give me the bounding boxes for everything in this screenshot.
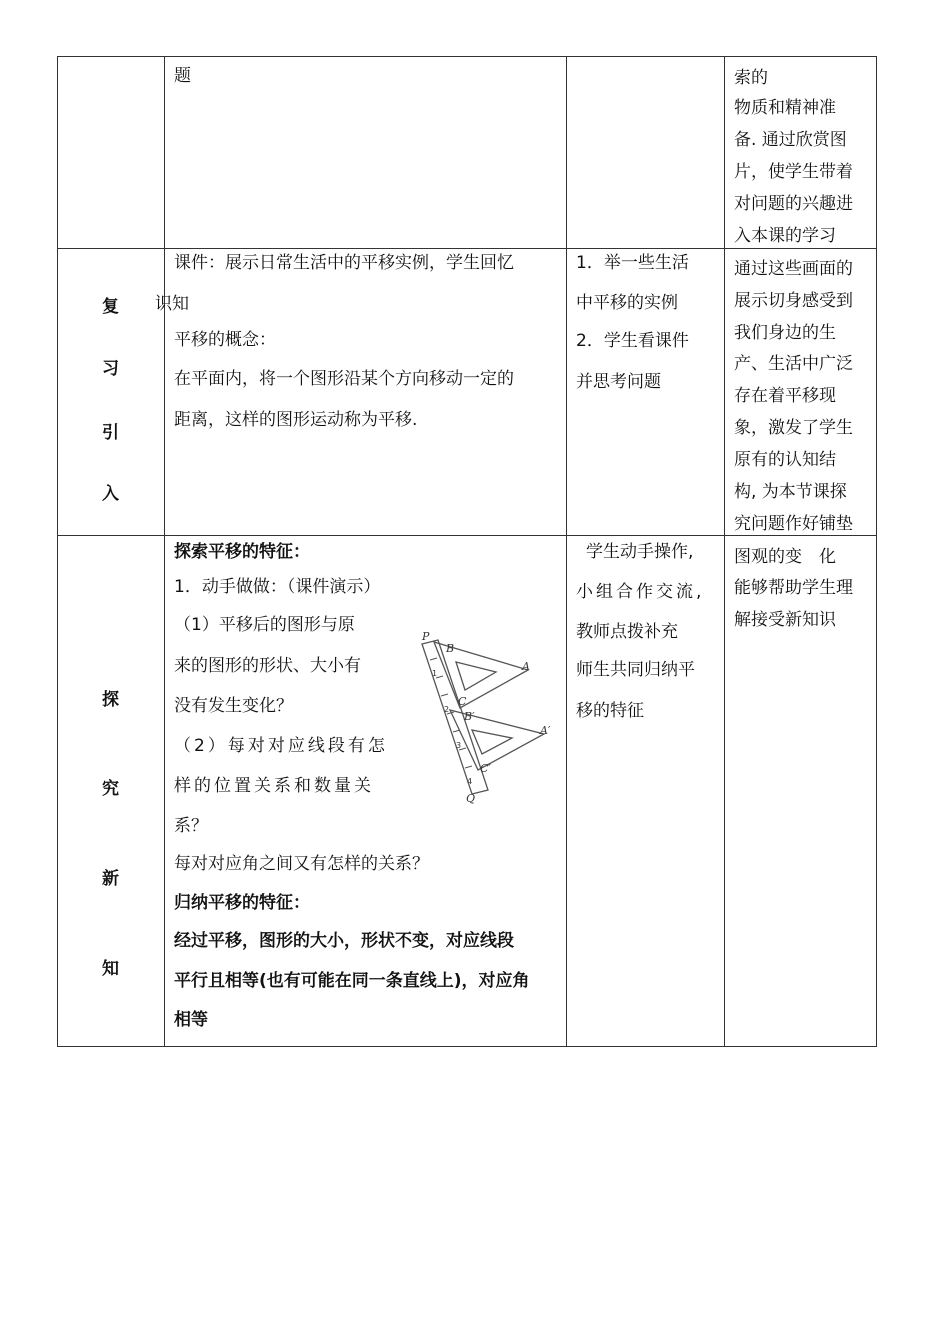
cell-text: 2．学生看课件 bbox=[576, 331, 689, 351]
ruler-number: 3 bbox=[456, 741, 462, 750]
table-column-divider bbox=[164, 56, 165, 1047]
cell-text: 能够帮助学生理 bbox=[734, 578, 853, 598]
cell-text: 物质和精神准 bbox=[734, 98, 836, 118]
cell-text: 对问题的兴趣进 bbox=[734, 194, 853, 214]
label-b-prime: B′ bbox=[464, 710, 475, 723]
table-border-left bbox=[57, 56, 58, 1047]
section-heading: 探索平移的特征： bbox=[174, 542, 310, 562]
cell-text: （2）每对对应线段有怎 bbox=[174, 736, 388, 756]
cell-text: 学生动手操作, bbox=[586, 542, 694, 562]
section-heading: 归纳平移的特征： bbox=[174, 893, 310, 913]
label-p: P bbox=[422, 630, 430, 643]
cell-text: 索的 bbox=[734, 68, 768, 88]
cell-text: 平行且相等(也有可能在同一条直线上)，对应角 bbox=[174, 971, 530, 991]
stage-char: 知 bbox=[102, 959, 119, 979]
label-b: B bbox=[446, 642, 455, 655]
stage-char: 引 bbox=[102, 423, 119, 443]
cell-text: 移的特征 bbox=[576, 701, 644, 721]
label-c: C bbox=[458, 695, 467, 708]
stage-char: 新 bbox=[102, 869, 119, 889]
cell-text: 经过平移，图形的大小，形状不变，对应线段 bbox=[174, 931, 514, 951]
cell-text: 并思考问题 bbox=[576, 372, 661, 392]
stage-char: 探 bbox=[102, 690, 119, 710]
label-q: Q bbox=[466, 792, 476, 805]
table-border-right bbox=[876, 56, 877, 1047]
table-border-top bbox=[57, 56, 877, 57]
cell-text: 样的位置关系和数量关 bbox=[174, 776, 374, 796]
cell-text: 没有发生变化？ bbox=[174, 696, 293, 716]
triangle-upper-hole bbox=[456, 662, 496, 690]
cell-text: 题 bbox=[174, 66, 191, 86]
cell-text: 每对对应角之间又有怎样的关系？ bbox=[174, 854, 429, 874]
cell-text: 距离，这样的图形运动称为平移. bbox=[174, 410, 418, 430]
stage-char: 入 bbox=[102, 484, 119, 504]
table-border-bottom bbox=[57, 1046, 877, 1047]
cell-text: 展示切身感受到 bbox=[734, 291, 853, 311]
ruler-number: 1 bbox=[432, 669, 438, 678]
cell-text: 系？ bbox=[174, 816, 208, 836]
triangle-lower-hole bbox=[472, 730, 512, 754]
cell-text: 识知 bbox=[155, 294, 189, 314]
cell-text: 入本课的学习 bbox=[734, 226, 836, 246]
stage-char: 复 bbox=[102, 297, 119, 317]
cell-text: 备. 通过欣赏图 bbox=[734, 130, 847, 150]
cell-text: 产、生活中广泛 bbox=[734, 354, 853, 374]
stage-char: 习 bbox=[102, 359, 119, 379]
cell-text: 片，使学生带着 bbox=[734, 162, 853, 182]
cell-text: 1．举一些生活 bbox=[576, 253, 689, 273]
cell-text: 师生共同归纳平 bbox=[576, 660, 695, 680]
table-row-divider bbox=[57, 248, 877, 249]
label-a-prime: A′ bbox=[540, 724, 551, 737]
cell-text: 教师点拨补充 bbox=[576, 622, 678, 642]
cell-text: 在平面内，将一个图形沿某个方向移动一定的 bbox=[174, 369, 514, 389]
ruler-number: 4 bbox=[467, 777, 473, 786]
cell-text: 存在着平移现 bbox=[734, 386, 836, 406]
cell-text: 图观的变 化 bbox=[734, 547, 836, 567]
cell-text: 究问题作好铺垫 bbox=[734, 514, 853, 534]
table-row-divider bbox=[57, 535, 877, 536]
cell-text: 原有的认知结 bbox=[734, 450, 836, 470]
translation-figure bbox=[410, 630, 570, 805]
label-c-prime: C′ bbox=[480, 762, 491, 775]
cell-text: 来的图形的形状、大小有 bbox=[174, 656, 361, 676]
cell-text: 中平移的实例 bbox=[576, 293, 678, 313]
cell-text: 解接受新知识 bbox=[734, 610, 836, 630]
cell-text: 小组合作交流, bbox=[576, 582, 705, 602]
cell-text: （1）平移后的图形与原 bbox=[174, 615, 355, 635]
cell-text: 1．动手做做：（课件演示） bbox=[174, 577, 381, 597]
cell-text: 我们身边的生 bbox=[734, 323, 836, 343]
ruler-number: 2 bbox=[444, 705, 450, 714]
table-column-divider bbox=[724, 56, 725, 1047]
cell-text: 构, 为本节课探 bbox=[734, 482, 847, 502]
cell-text: 通过这些画面的 bbox=[734, 259, 853, 279]
label-a: A bbox=[522, 660, 530, 673]
cell-text: 象，激发了学生 bbox=[734, 418, 853, 438]
cell-text: 课件：展示日常生活中的平移实例，学生回忆 bbox=[174, 253, 514, 273]
cell-text: 平移的概念： bbox=[174, 330, 276, 350]
stage-char: 究 bbox=[102, 779, 119, 799]
cell-text: 相等 bbox=[174, 1010, 208, 1030]
table-column-divider bbox=[566, 56, 567, 1047]
